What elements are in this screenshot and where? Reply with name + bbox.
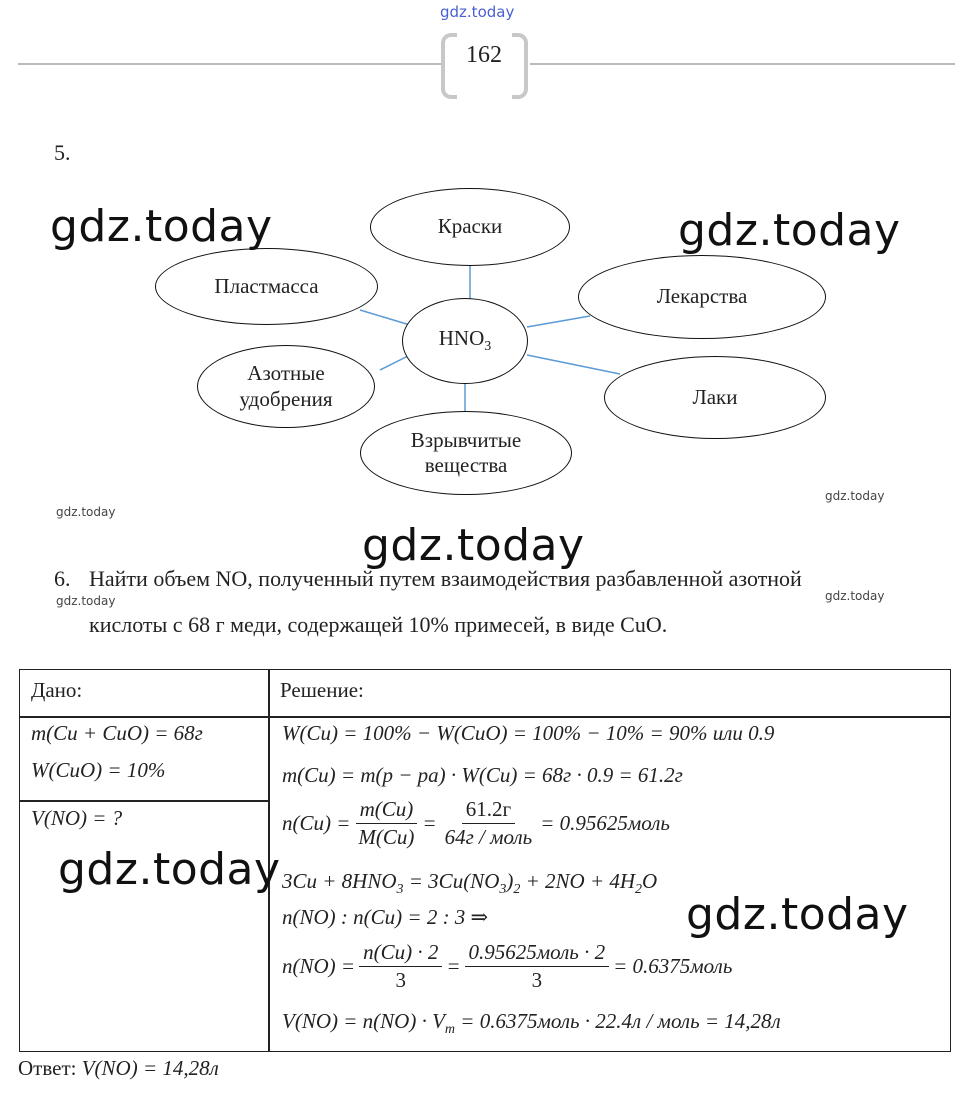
- connector-medicines: [527, 316, 590, 327]
- node-plastics: [155, 248, 378, 325]
- s6-fraction-1: [359, 940, 442, 993]
- s4-sub4: 2: [635, 882, 643, 898]
- table-header-rule: [20, 716, 950, 718]
- explosives-line2: вещества: [424, 453, 508, 477]
- task6-number: 6.: [54, 566, 71, 591]
- watermark: gdz.today: [50, 201, 273, 252]
- s6-f1-numerator: n(Cu) · 2: [359, 940, 442, 967]
- connector-fertilizers: [380, 355, 410, 370]
- node-hno3-label: [439, 326, 492, 356]
- step-no-volume: [282, 1009, 781, 1038]
- s6-fraction-2: [465, 940, 610, 993]
- step-mole-ratio: n(NO) : n(Cu) = 2 : 3 ⇒: [282, 905, 489, 929]
- s3-f1-denominator: M(Cu): [358, 825, 415, 849]
- s4-part-d: + 2NO + 4H: [520, 869, 636, 893]
- explosives-line1: Взрывчитые: [410, 427, 522, 452]
- table-given-rule: [20, 800, 268, 802]
- answer: [18, 1056, 219, 1081]
- s6-f2-numerator: 0.95625моль · 2: [465, 940, 610, 967]
- node-plastics-label: Пластмасса: [214, 273, 319, 298]
- s3-rhs: = 0.95625моль: [540, 811, 670, 835]
- node-medicines-label: Лекарства: [656, 284, 748, 309]
- s6-equals: =: [446, 954, 461, 978]
- s7-part-b: = 0.6375моль · 22.4л / моль = 14,28л: [455, 1009, 781, 1033]
- solution-header: Решение:: [280, 678, 364, 702]
- s3-f2-numerator: 61.2г: [462, 797, 515, 824]
- s3-lhs: n(Cu) =: [282, 811, 351, 835]
- watermark-small: gdz.today: [825, 589, 885, 603]
- watermark: gdz.today: [362, 520, 585, 571]
- connector-varnishes: [527, 355, 620, 374]
- task5-number: 5.: [54, 140, 71, 165]
- watermark: gdz.today: [58, 844, 281, 895]
- step-no-moles: [282, 940, 732, 993]
- hno3-text: HNO: [438, 326, 485, 350]
- s7-part-a: V(NO) = n(NO) · V: [282, 1009, 445, 1033]
- watermark-small: gdz.today: [56, 505, 116, 519]
- answer-value: V(NO) = 14,28л: [81, 1056, 219, 1080]
- given-header: Дано:: [31, 678, 83, 702]
- connector-plastics: [360, 310, 410, 325]
- hno3-subscript: 3: [484, 339, 492, 355]
- step-copper-mass: m(Cu) = m(p − pa) · W(Cu) = 68г · 0.9 = 61.2г: [282, 763, 683, 787]
- node-fertilizers-label: [239, 361, 332, 411]
- step-reaction-equation: [282, 869, 657, 898]
- watermark: gdz.today: [678, 205, 901, 256]
- s4-part-c: ): [506, 869, 514, 893]
- watermark-top: gdz.today: [440, 3, 515, 21]
- task6-text-line2: кислоты с 68 г меди, содержащей 10% примесей, в виде CuO.: [89, 612, 668, 637]
- find-volume: V(NO) = ?: [31, 806, 123, 830]
- node-varnishes-label: Лаки: [692, 384, 738, 409]
- s3-f1-numerator: m(Cu): [356, 797, 418, 824]
- task6-text-line1: Найти объем NO, полученный путем взаимодействия разбавленной азотной: [89, 566, 802, 591]
- node-hno3: [402, 298, 528, 384]
- s3-fraction-2: [441, 797, 537, 850]
- s6-f2-denominator: 3: [531, 968, 543, 992]
- node-fertilizers: [197, 345, 375, 428]
- s4-sub2: 3: [499, 882, 507, 898]
- given-impurity: W(CuO) = 10%: [31, 758, 166, 782]
- fertilizers-line1: Азотные: [247, 361, 325, 386]
- s3-f2-denominator: 64г / моль: [444, 825, 533, 849]
- page-number: 162: [466, 42, 502, 68]
- answer-label: Ответ:: [18, 1056, 77, 1080]
- step-copper-moles: [282, 797, 670, 850]
- s4-part-e: O: [642, 869, 658, 893]
- s6-rhs: = 0.6375моль: [613, 954, 733, 978]
- s4-sub1: 3: [396, 882, 404, 898]
- watermark-small: gdz.today: [56, 594, 116, 608]
- s6-f1-denominator: 3: [395, 968, 406, 992]
- watermark: gdz.today: [686, 889, 909, 940]
- node-explosives-label: [411, 428, 521, 478]
- node-medicines: [578, 255, 826, 339]
- s4-part-a: 3Cu + 8HNO: [282, 869, 397, 893]
- s4-part-b: = 3Cu(NO: [403, 869, 500, 893]
- s4-sub3: 2: [513, 882, 521, 898]
- s3-equals: =: [422, 811, 437, 835]
- watermark-small: gdz.today: [825, 489, 885, 503]
- node-varnishes: [604, 356, 826, 439]
- fertilizers-line2: удобрения: [239, 386, 333, 411]
- s3-fraction-1: [354, 797, 418, 850]
- step-mass-fraction: W(Cu) = 100% − W(CuO) = 100% − 10% = 90% или 0.9: [282, 721, 775, 745]
- given-mass: m(Cu + CuO) = 68г: [31, 721, 203, 745]
- s6-lhs: n(NO) =: [282, 954, 356, 978]
- s7-sub: m: [444, 1022, 456, 1038]
- node-explosives: [360, 411, 572, 495]
- node-paints-label: Краски: [437, 214, 503, 239]
- node-paints: [370, 188, 570, 266]
